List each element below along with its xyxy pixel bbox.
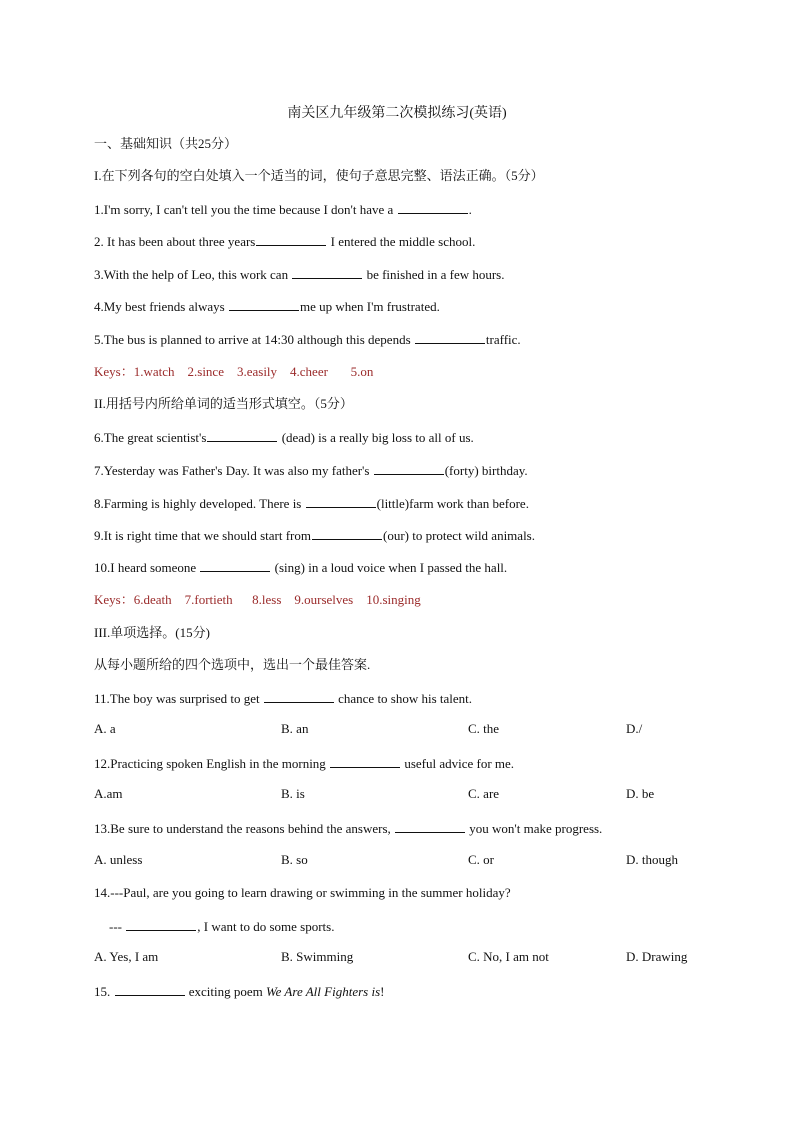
answer-blank-14[interactable] [126, 917, 196, 931]
question-9-text: 9.It is right time that we should start from [94, 528, 311, 543]
answer-blank-5[interactable] [415, 330, 485, 344]
question-7-text-end: (forty) birthday. [444, 463, 528, 478]
question-15-number: 15. [94, 984, 111, 999]
question-7-text: 7.Yesterday was Father's Day. It was also my father's [94, 463, 370, 478]
question-2-text-end: I entered the middle school. [330, 234, 476, 249]
question-12-options [94, 786, 734, 804]
question-6 [94, 428, 474, 447]
part-3-instruction: 从每小题所给的四个选项中，选出一个最佳答案. [94, 657, 371, 672]
question-6-text-end: (dead) is a really big loss to all of us. [281, 430, 474, 445]
answer-blank-7[interactable] [374, 461, 444, 475]
answer-keys-part-1: Keys：1.watch 2.since 3.easily 4.cheer 5.on [94, 364, 374, 379]
question-9-text-end: (our) to protect wild animals. [383, 528, 535, 543]
question-12-text: 12.Practicing spoken English in the morning [94, 756, 326, 771]
page-title: 南关区九年级第二次模拟练习(英语) [287, 106, 507, 121]
option-b[interactable]: B. so [281, 852, 308, 867]
option-b[interactable]: B. an [281, 721, 309, 736]
question-10-text-end: (sing) in a loud voice when I passed the hall. [274, 560, 508, 575]
answer-blank-15[interactable] [115, 982, 185, 996]
answer-blank-3[interactable] [292, 265, 362, 279]
question-14: 14.---Paul, are you going to learn drawing or swimming in the summer holiday? [94, 885, 511, 900]
answer-blank-11[interactable] [264, 689, 334, 703]
poem-title: We Are All Fighters is [266, 984, 381, 999]
question-14-reply-text: , I want to do some sports. [197, 919, 335, 934]
question-6-text: 6.The great scientist's [94, 430, 207, 445]
answer-blank-8[interactable] [306, 494, 376, 508]
question-11-text-end: chance to show his talent. [338, 691, 473, 706]
question-13 [94, 819, 602, 838]
question-1 [94, 200, 472, 219]
option-d[interactable]: D. though [626, 852, 678, 867]
question-15-text-end: ! [380, 984, 385, 999]
question-9 [94, 526, 535, 545]
option-c[interactable]: C. No, I am not [468, 949, 549, 964]
question-12-text-end: useful advice for me. [404, 756, 515, 771]
answer-blank-2[interactable] [256, 232, 326, 246]
question-15-text: exciting poem [188, 984, 267, 999]
question-10 [94, 558, 507, 577]
question-8-text: 8.Farming is highly developed. There is [94, 496, 302, 511]
option-a[interactable]: A. unless [94, 852, 143, 867]
question-3 [94, 265, 505, 284]
question-8-text-end: (little)farm work than before. [376, 496, 529, 511]
part-2-heading: II.用括号内所给单词的适当形式填空。（5分） [94, 396, 353, 411]
option-c[interactable]: C. the [468, 721, 500, 736]
answer-blank-4[interactable] [229, 297, 299, 311]
question-13-text-end: you won't make progress. [469, 821, 603, 836]
part-3-heading: III.单项选择。(15分) [94, 625, 210, 640]
option-d[interactable]: D./ [626, 721, 643, 736]
question-12 [94, 754, 514, 773]
part-1-heading: I.在下列各句的空白处填入一个适当的词，使句子意思完整、语法正确。（5分） [94, 168, 544, 183]
question-11-options [94, 721, 734, 739]
question-13-options [94, 852, 734, 870]
answer-blank-13[interactable] [395, 819, 465, 833]
question-11 [94, 689, 472, 708]
option-d[interactable]: D. be [626, 786, 655, 801]
question-1-text-end: . [468, 202, 472, 217]
question-4-text: 4.My best friends always [94, 299, 225, 314]
question-2-text: 2. It has been about three years [94, 234, 256, 249]
option-c[interactable]: C. are [468, 786, 500, 801]
section-heading-basics: 一、基础知识（共25分） [94, 136, 238, 151]
option-a[interactable]: A. Yes, I am [94, 949, 159, 964]
answer-blank-12[interactable] [330, 754, 400, 768]
question-3-text: 3.With the help of Leo, this work can [94, 267, 289, 282]
question-5 [94, 330, 521, 349]
answer-blank-10[interactable] [200, 558, 270, 572]
question-2 [94, 232, 475, 251]
answer-keys-part-2: Keys：6.death 7.fortieth 8.less 9.ourselves 10.singing [94, 592, 421, 607]
question-5-text: 5.The bus is planned to arrive at 14:30 although this depends [94, 332, 411, 347]
question-8 [94, 494, 529, 513]
question-13-text: 13.Be sure to understand the reasons behind the answers, [94, 821, 391, 836]
option-a[interactable]: A. a [94, 721, 116, 736]
question-15 [94, 982, 384, 1001]
question-14-options [94, 949, 734, 967]
option-a[interactable]: A.am [94, 786, 123, 801]
question-3-text-end: be finished in a few hours. [366, 267, 505, 282]
option-b[interactable]: B. Swimming [281, 949, 354, 964]
question-10-text: 10.I heard someone [94, 560, 197, 575]
question-14-reply-dash: --- [109, 919, 122, 934]
option-d[interactable]: D. Drawing [626, 949, 688, 964]
option-c[interactable]: C. or [468, 852, 494, 867]
question-14-reply [109, 917, 334, 936]
answer-blank-6[interactable] [207, 428, 277, 442]
question-4-text-end: me up when I'm frustrated. [299, 299, 440, 314]
question-7 [94, 461, 528, 480]
question-5-text-end: traffic. [485, 332, 521, 347]
answer-blank-1[interactable] [398, 200, 468, 214]
question-4 [94, 297, 440, 316]
answer-blank-9[interactable] [312, 526, 382, 540]
option-b[interactable]: B. is [281, 786, 305, 801]
question-1-text: 1.I'm sorry, I can't tell you the time because I don't have a [94, 202, 394, 217]
question-11-text: 11.The boy was surprised to get [94, 691, 260, 706]
